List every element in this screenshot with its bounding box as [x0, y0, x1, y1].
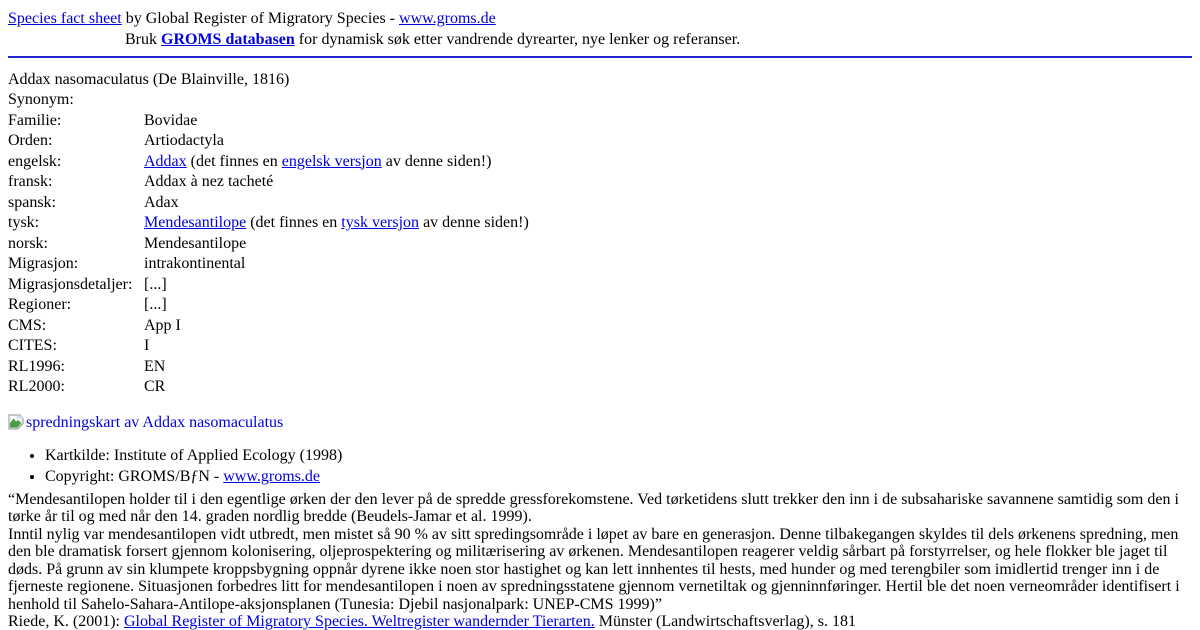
field-label: Synonym: — [8, 91, 74, 108]
field-value: Bovidae — [144, 111, 198, 129]
species-title: Addax nasomaculatus (De Blainville, 1816) — [8, 71, 290, 88]
field-label: spansk: — [8, 193, 56, 211]
field-row-engelsk — [8, 152, 1192, 173]
page-header — [8, 8, 1192, 50]
field-value: intrakontinental — [144, 255, 246, 272]
field-row-cites — [8, 336, 1192, 357]
field-label: engelsk: — [8, 152, 62, 170]
field-value: I — [144, 337, 150, 354]
reference-text: Münster (Landwirtschaftsverlag), s. 181 — [594, 613, 856, 630]
english-version-link[interactable]: engelsk versjon — [281, 152, 382, 170]
field-row-familie — [8, 111, 1192, 132]
field-value — [144, 213, 1192, 234]
field-value-text: (det finnes en — [246, 214, 342, 231]
field-row-norsk — [8, 234, 1192, 255]
mendesantilope-german-name-link[interactable]: Mendesantilope — [144, 214, 247, 231]
field-value: [...] — [144, 296, 167, 313]
field-value — [144, 152, 1192, 173]
field-label: Migrasjon: — [8, 255, 79, 272]
field-label: RL2000: — [8, 378, 65, 395]
reference-text: Riede, K. (2001): — [8, 613, 124, 630]
species-fact-sheet-link[interactable]: Species fact sheet — [8, 10, 122, 27]
header-divider — [8, 56, 1192, 58]
species-title-row — [8, 69, 1192, 90]
groms-database-link[interactable]: GROMS databasen — [161, 31, 295, 48]
field-row-tysk — [8, 213, 1192, 234]
map-credits-list — [8, 445, 1192, 487]
header-text: for dynamisk søk etter vandrende dyrearter, nye lenker og referanser. — [294, 31, 741, 48]
map-copyright-item — [45, 466, 1192, 487]
field-label: norsk: — [8, 234, 48, 252]
field-label: CITES: — [8, 337, 57, 354]
addax-english-name-link[interactable]: Addax — [144, 152, 187, 170]
distribution-map-alt-text: spredningskart av Addax nasomaculatus — [26, 413, 284, 431]
species-table — [8, 69, 1192, 398]
groms-url-link[interactable]: www.groms.de — [399, 10, 496, 27]
distribution-map — [8, 412, 1192, 433]
field-label: Migrasjonsdetaljer: — [8, 275, 133, 293]
field-value-text: av denne siden!) — [381, 152, 492, 170]
field-value: Mendesantilope — [144, 234, 247, 252]
field-row-cms — [8, 316, 1192, 337]
field-row-fransk — [8, 172, 1192, 193]
field-label: RL1996: — [8, 357, 65, 375]
field-value: App I — [144, 316, 181, 334]
field-value-text: av denne siden!) — [419, 214, 529, 231]
map-copyright-text: Copyright: GROMS/BƒN - — [45, 467, 224, 485]
field-value: EN — [144, 357, 166, 375]
header-text: by Global Register of Migratory Species - — [121, 10, 400, 27]
field-label: tysk: — [8, 214, 40, 231]
field-value — [144, 90, 1192, 111]
species-description — [8, 491, 1192, 630]
broken-image-icon — [8, 414, 24, 430]
field-row-orden — [8, 131, 1192, 152]
field-row-synonym — [8, 90, 1192, 111]
field-value: Addax à nez tacheté — [144, 173, 274, 190]
field-label: CMS: — [8, 316, 47, 334]
header-line-1 — [8, 8, 1192, 29]
field-value: CR — [144, 378, 166, 395]
field-value-text: (det finnes en — [186, 152, 282, 170]
field-row-migrasjonsdetaljer — [8, 275, 1192, 296]
field-row-regioner — [8, 295, 1192, 316]
map-source-item — [45, 445, 1192, 466]
header-text: Bruk — [125, 31, 161, 48]
field-value: Artiodactyla — [144, 132, 224, 149]
field-label: Regioner: — [8, 296, 72, 313]
field-row-migrasjon — [8, 254, 1192, 275]
field-label: Familie: — [8, 111, 62, 129]
species-fact-sheet-page — [8, 8, 1192, 630]
field-label: fransk: — [8, 173, 53, 190]
field-row-rl1996 — [8, 357, 1192, 378]
field-value: [...] — [144, 275, 167, 293]
groms-url-link[interactable]: www.groms.de — [223, 467, 320, 485]
reference-link[interactable]: Global Register of Migratory Species. Weltregister wandernder Tierarten. — [123, 613, 595, 630]
description-quote-part-2: Inntil nylig var mendesantilopen vidt utbredt, men mistet så 90 % av sitt spredingsområde i løpet av bare en generasjon. Denne tilbakegangen skyldes til dels ørkenens spredning, men den ble dramatisk forsert gjennom kolonisering, oljeprospektering og militærisering av ørkenen. Mendesantilopen reagerer veldig sårbart på forstyrrelser, og hele flokker ble jaget til døds. På grunn av sin klumpete kroppsbygning oppnår dyrene ikke noen stor hastighet og kan lett innhentes til hests, med hunder og med terengbiler som imidlertid trenger inn i de fjerneste regionene. Situasjonen forbedres litt for mendesantilopen i noen av spredningsstatene gjennom vernetiltak og gjenninnføringer. Hertil ble det noen verneområder identifisert i henhold til Sahelo-Sahara-Antilope-aksjonsplanen (Tunesia: Djebil nasjonalpark: UNEP-CMS 1999)” — [8, 525, 1180, 613]
field-label: Orden: — [8, 132, 53, 149]
field-row-spansk — [8, 193, 1192, 214]
field-value: Adax — [144, 193, 179, 211]
field-row-rl2000 — [8, 377, 1192, 398]
header-line-2 — [125, 29, 1192, 50]
description-quote-part-1: “Mendesantilopen holder til i den egentlige ørken der den lever på de spredde gressforekomstene. Ved tørketidens slutt trekker den inn i de subsahariske savannene samtidig som den i tørke år til og med når den 14. graden nordlig bredde (Beudels-Jamar et al. 1999). — [8, 490, 1179, 525]
distribution-map-link[interactable] — [8, 414, 283, 431]
map-source-text: Kartkilde: Institute of Applied Ecology (1998) — [45, 446, 343, 464]
german-version-link[interactable]: tysk versjon — [341, 214, 420, 231]
